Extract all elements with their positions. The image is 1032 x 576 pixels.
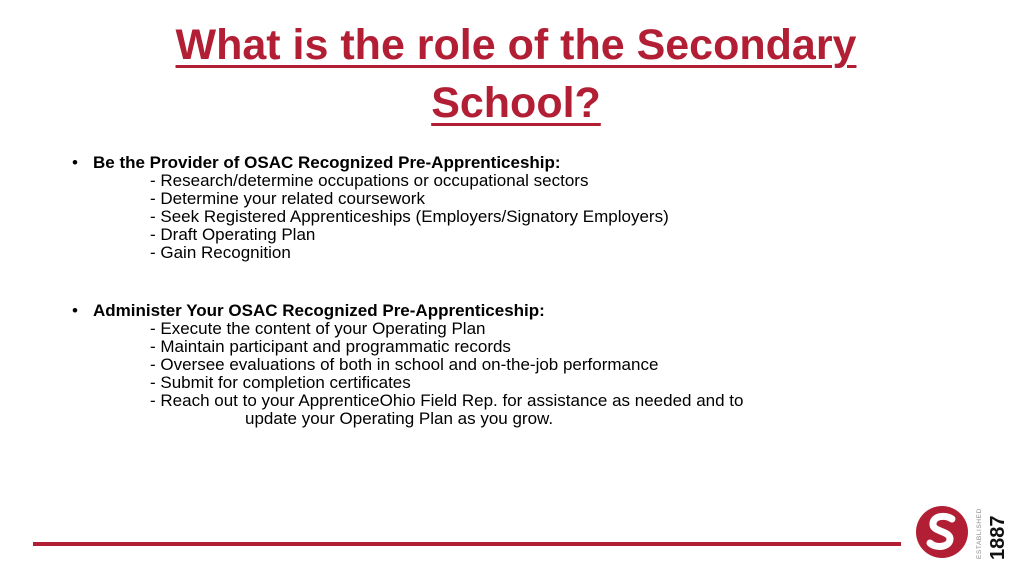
university-logo bbox=[912, 503, 1009, 561]
section-administer bbox=[70, 302, 970, 428]
list-item: - Maintain participant and programmatic records bbox=[150, 337, 511, 356]
section-heading bbox=[70, 154, 970, 172]
section-heading-text: Be the Provider of OSAC Recognized Pre-Apprenticeship: bbox=[93, 153, 561, 172]
list-item: - Gain Recognition bbox=[150, 243, 291, 262]
list-item: - Execute the content of your Operating Plan bbox=[150, 319, 486, 338]
slide-content bbox=[70, 154, 970, 428]
sub-list bbox=[70, 172, 970, 262]
bullet-icon: • bbox=[72, 301, 78, 320]
list-item: - Seek Registered Apprenticeships (Employers/Signatory Employers) bbox=[150, 207, 669, 226]
sub-list bbox=[70, 320, 970, 428]
list-item: - Research/determine occupations or occupational sectors bbox=[150, 171, 589, 190]
list-item-continuation: update your Operating Plan as you grow. bbox=[245, 409, 554, 428]
footer-divider bbox=[33, 542, 901, 546]
section-heading bbox=[70, 302, 970, 320]
list-item: - Submit for completion certificates bbox=[150, 373, 411, 392]
title-line-2: School? bbox=[431, 79, 601, 127]
title-line-1: What is the role of the Secondary bbox=[175, 21, 857, 69]
list-item: - Reach out to your ApprenticeOhio Field Rep. for assistance as needed and to bbox=[150, 391, 744, 410]
list-item: - Draft Operating Plan bbox=[150, 225, 316, 244]
section-provider bbox=[70, 154, 970, 262]
section-heading-text: Administer Your OSAC Recognized Pre-Apprenticeship: bbox=[93, 301, 545, 320]
logo-year-text: 1887 bbox=[987, 515, 1009, 560]
slide-title bbox=[0, 16, 1032, 132]
list-item: - Oversee evaluations of both in school and on-the-job performance bbox=[150, 355, 659, 374]
bullet-icon: • bbox=[72, 153, 78, 172]
logo-established-text: ESTABLISHED bbox=[976, 508, 983, 559]
list-item: - Determine your related coursework bbox=[150, 189, 425, 208]
